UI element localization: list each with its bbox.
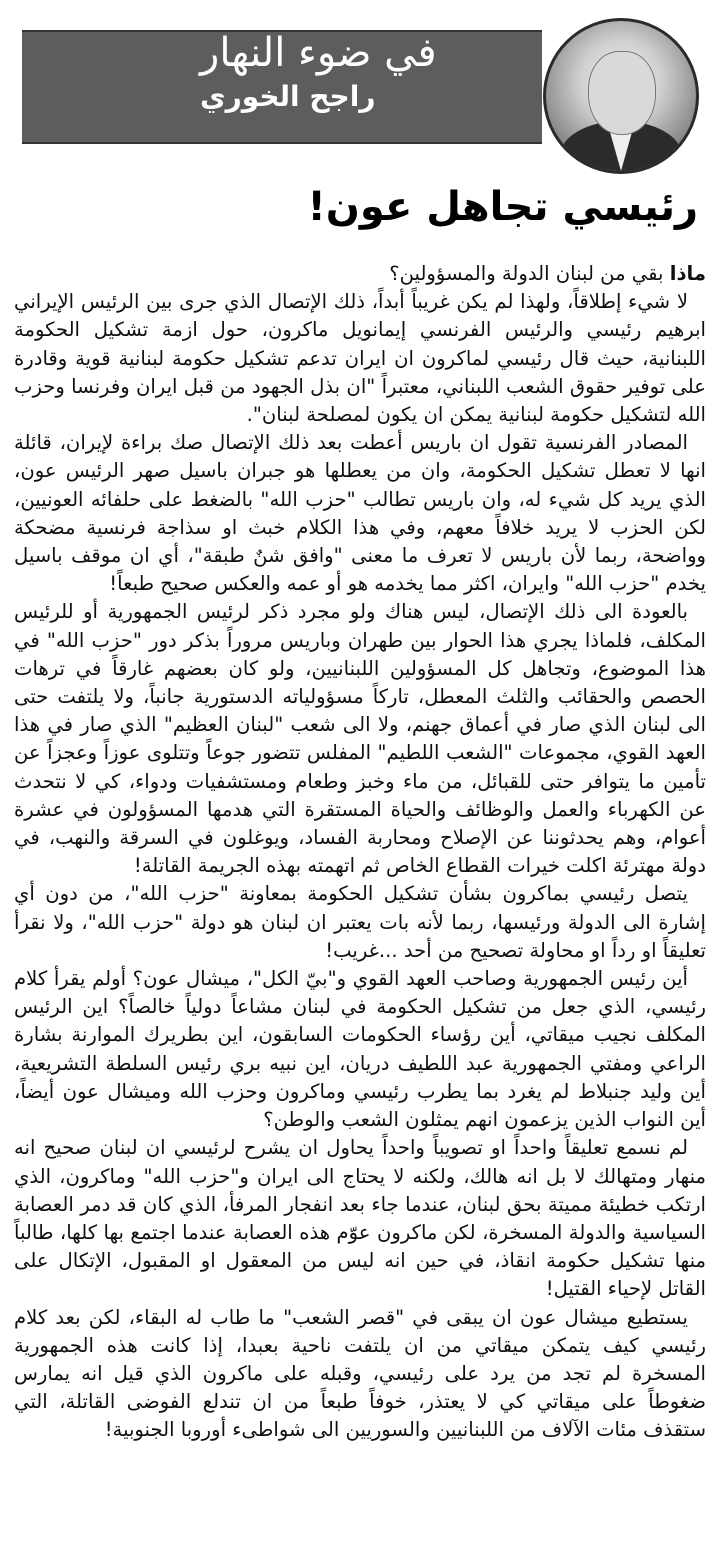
article-lead — [14, 260, 706, 288]
portrait-face — [588, 51, 656, 135]
article-headline: رئيسي تجاهل عون! — [307, 184, 698, 230]
author-name: راجح الخوري — [200, 80, 376, 113]
lead-word: ماذا — [669, 262, 706, 285]
author-portrait — [543, 18, 699, 174]
article-paragraph: المصادر الفرنسية تقول ان باريس أعطت بعد ذلك الإتصال صك براءة لإيران، قائلة انها لا تعطل تشكيل الحكومة، وان من يعطلها هو جبران باسيل صهر الرئيس عون، الذي يريد كل شيء له، وان باريس تطالب "حزب الله" بالضغط على حلفائه العونيين، لكن الحزب لا يريد خلافاً معهم، وفي هذا الكلام خبث او سذاجة فرنسية مضحكة وواضحة، ربما لأن باريس لا تعرف ما معنى "وافق شنٌ طبقة"، أي ان موقف باسيل يخدم "حزب الله" وايران، اكثر مما يخدمه هو أو عمه والعكس صحيح طبعاً! — [14, 431, 706, 596]
article-paragraph: بالعودة الى ذلك الإتصال، ليس هناك ولو مجرد ذكر لرئيس الجمهورية أو للرئيس المكلف، فلماذا يجري هذا الحوار بين طهران وباريس مروراً بذكر دور "حزب الله" في هذا الموضوع، وتجاهل كل المسؤولين اللبنانيين، ولو كان بعضهم غارقاً في ترهات الحصص والحقائب والثلث المعطل، تاركاً مسؤولياته الدستورية جانباً، ولا يلتفت حتى الى لبنان الذي صار في أعماق جهنم، ولا الى شعب "لبنان العظيم" الذي صار في هذا العهد القوي، مجموعات "الشعب اللطيم" المفلس تتضور جوعاً وتتلوى عوزاً وعجزاً عن تأمين ما يتوافر حتى للقبائل، من ماء وخبز وطعام ومستشفيات ودواء، كي لا نتحدث عن الكهرباء والعمل والوظائف والحياة المستقرة التي هدمها المسؤولون في عشرة أعوام، وهم يحدثوننا عن الإصلاح ومحاربة الفساد، ويوغلون في السرقة والنهب، في دولة مهترئة اكلت خيرات القطاع الخاص ثم اتهمته بهذه الجريمة القاتلة! — [14, 600, 706, 878]
column-name: في ضوء النهار — [200, 30, 437, 76]
lead-rest: بقي من لبنان الدولة والمسؤولين؟ — [389, 262, 670, 285]
article-paragraph: لم نسمع تعليقاً واحداً او تصويباً واحداً يحاول ان يشرح لرئيسي ان لبنان صحيح انه منهار ومتهالك لا بل انه هالك، ولكنه لا يحتاج الى ايران و"حزب الله" وماكرون، الذي ارتكب خطيئة مميتة بحق لبنان، عندما جاء بعد انفجار المرفأ، الذي كان قد دمر العصابة السياسية والدولة المسخرة، لكن ماكرون عوّم هذه العصابة عندما اجتمع بها كلها، طالباً منها تشكيل حكومة انقاذ، في حين انه ليس من المعقول او المقبول، الإتكال على القاتل لإحياء القتيل! — [14, 1136, 706, 1301]
article-paragraph: يستطيع ميشال عون ان يبقى في "قصر الشعب" ما طاب له البقاء، لكن بعد كلام رئيسي كيف يتمكن ميقاتي من ان يلتفت ناحية بعبدا، إذا كانت هذه الجمهورية المسخرة لم تجد من يرد على رئيسي، وقبله على ماكرون الذي قيل انه يمارس ضغوطاً على ميقاتي كي لا يعتذر، خوفاً طبعاً من ان تندلع الفوضى القاتلة، التي ستقذف مئات الآلاف من اللبنانيين والسوريين الى شواطىء أوروبا الجنوبية! — [14, 1305, 706, 1442]
article-paragraph: أين رئيس الجمهورية وصاحب العهد القوي و"بيّ الكل"، ميشال عون؟ أولم يقرأ كلام رئيسي، الذي جعل من تشكيل الحكومة في لبنان مشاعاً دولياً خالصاً؟ اين الرئيس المكلف نجيب ميقاتي، أين رؤساء الحكومات السابقون، اين بطريرك الموارنة بشارة الراعي ومفتي الجمهورية عبد اللطيف دريان، اين نبيه بري رئيس السلطة التشريعية، أين وليد جنبلاط لم يغرد بما يطرب رئيسي وماكرون وحزب الله وميشال عون أيضاً، أين النواب الذين يزعمون انهم يمثلون الشعب والوطن؟ — [14, 967, 706, 1132]
article-paragraph: يتصل رئيسي بماكرون بشأن تشكيل الحكومة بمعاونة "حزب الله"، من دون أي إشارة الى الدولة ورئيسها، ربما لأنه بات يعتبر ان لبنان هو دولة "حزب الله"، ولا نقرأ تعليقاً او رداً او محاولة تصحيح من أحد ...غريب! — [14, 882, 706, 962]
article-body — [14, 260, 706, 1445]
article-paragraph: لا شيء إطلاقاً، ولهذا لم يكن غريباً أبداً، ذلك الإتصال الذي جرى بين الرئيس الإيراني ابرهيم رئيسي والرئيس الفرنسي إيمانويل ماكرون، حول ازمة تشكيل الحكومة اللبنانية، حيث قال رئيسي لماكرون ان ايران تدعم تشكيل حكومة لبنانية قوية وقادرة على توفير حقوق الشعب اللبناني، معتبراً "ان بذل الجهود من قبل ايران وفرنسا وحزب الله لتشكيل حكومة لبنانية يمكن ان يكون لمصلحة لبنان". — [14, 290, 706, 427]
